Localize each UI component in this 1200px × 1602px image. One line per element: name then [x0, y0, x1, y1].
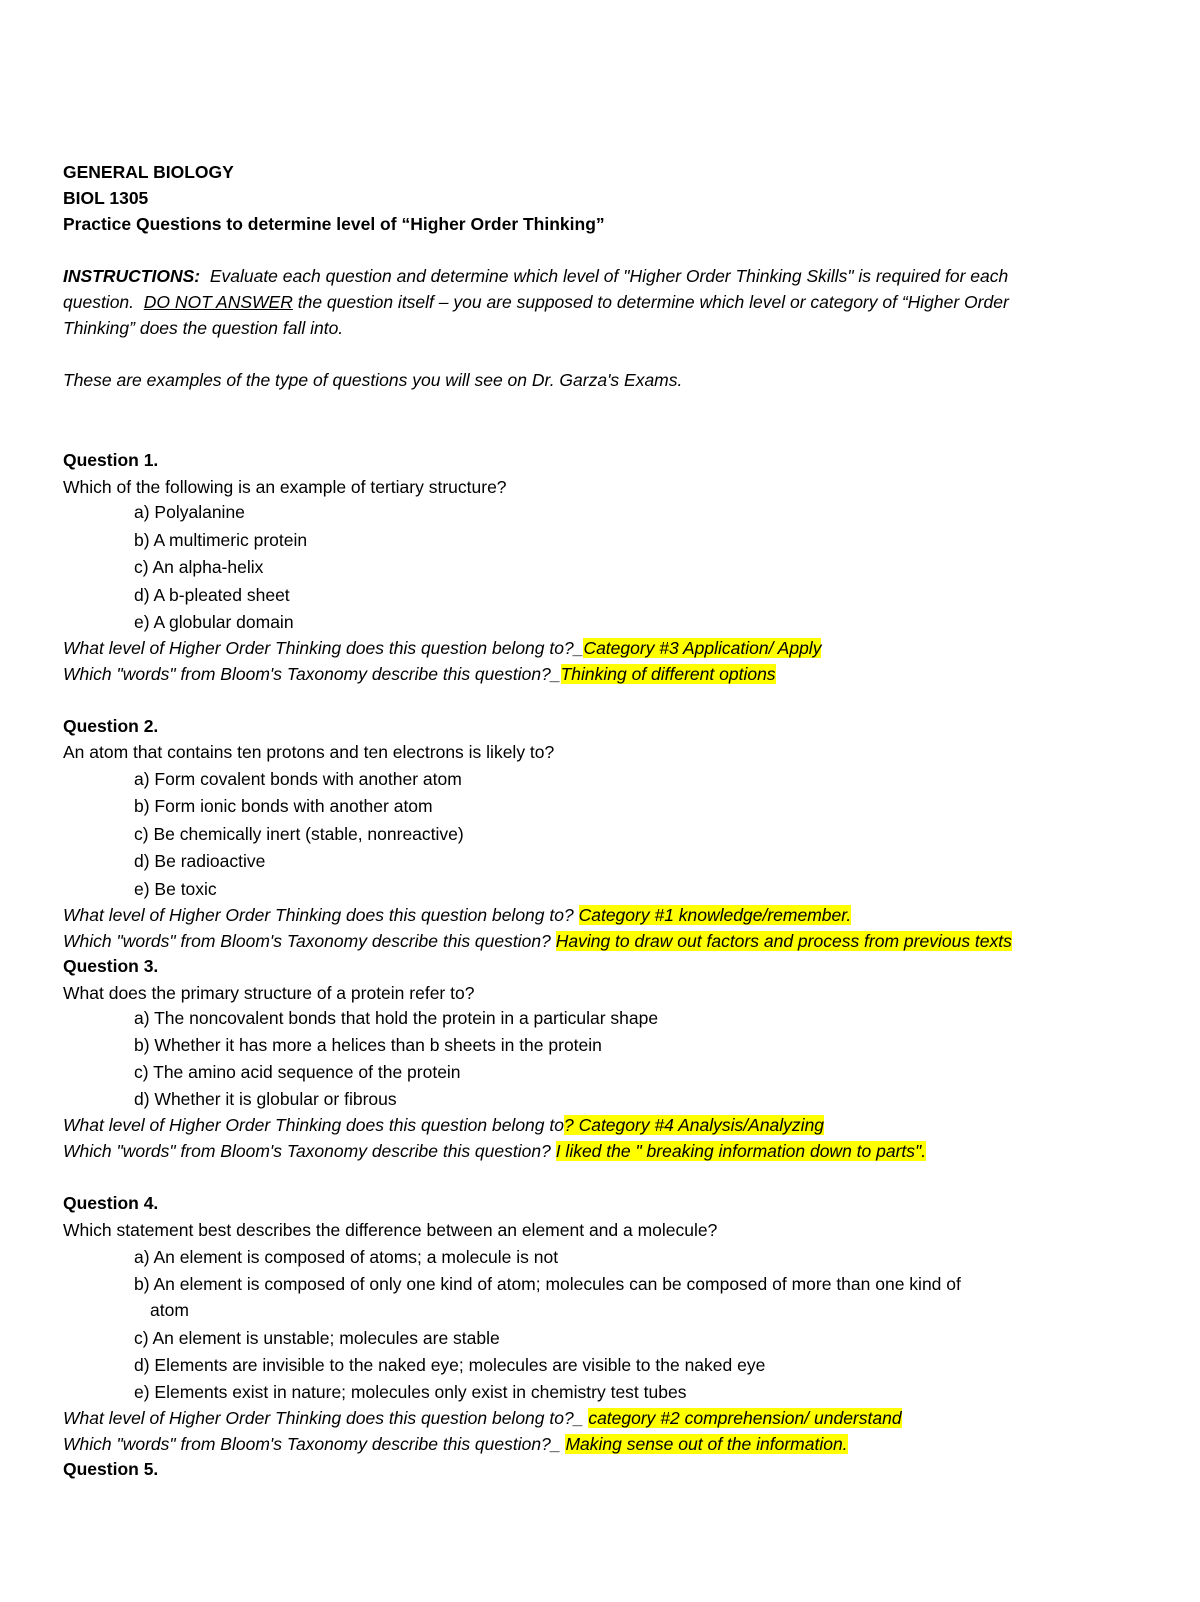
words-answer-highlight: Thinking of different options	[560, 664, 776, 684]
question-text: Which statement best describes the difference between an element and a molecule?	[63, 1220, 718, 1240]
words-answer-highlight: Having to draw out factors and process from previous texts	[555, 931, 1012, 951]
answer-option: e) Be toxic	[134, 879, 217, 899]
question-title: Question 4.	[63, 1193, 159, 1213]
words-line: Which "words" from Bloom's Taxonomy describe this question?_ Making sense out of the information.	[63, 1434, 848, 1454]
question-title: Question 1.	[63, 450, 159, 470]
answer-option: a) An element is composed of atoms; a molecule is not	[134, 1247, 559, 1267]
level-line: What level of Higher Order Thinking does this question belong to?_ category #2 comprehension/ understand	[63, 1408, 902, 1428]
answer-option: b) Form ionic bonds with another atom	[134, 796, 433, 816]
level-answer-highlight: category #2 comprehension/ understand	[588, 1408, 902, 1428]
answer-option: b) An element is composed of only one kind of atom; molecules can be composed of more than one kind of	[134, 1274, 961, 1294]
course-title: GENERAL BIOLOGY	[63, 162, 234, 182]
answer-option: d) Whether it is globular or fibrous	[134, 1089, 397, 1109]
answer-option: b) A multimeric protein	[134, 530, 308, 550]
words-answer-highlight: Making sense out of the information.	[565, 1434, 848, 1454]
words-answer-highlight: I liked the " breaking information down to parts".	[555, 1141, 927, 1161]
level-answer-highlight: Category #1 knowledge/remember.	[578, 905, 852, 925]
question-text: An atom that contains ten protons and ten electrons is likely to?	[63, 742, 555, 762]
answer-option: c) An alpha-helix	[134, 557, 264, 577]
do-not-answer-emphasis: DO NOT ANSWER	[143, 292, 293, 312]
instructions-line-3: Thinking” does the question fall into.	[63, 318, 344, 338]
question-text: Which of the following is an example of tertiary structure?	[63, 477, 507, 497]
answer-option: e) A globular domain	[134, 612, 294, 632]
exam-note: These are examples of the type of questions you will see on Dr. Garza's Exams.	[63, 370, 683, 390]
instructions-label: INSTRUCTIONS:	[63, 266, 201, 286]
answer-option: c) Be chemically inert (stable, nonreactive)	[134, 824, 464, 844]
answer-option: a) Form covalent bonds with another atom	[134, 769, 462, 789]
answer-option: a) Polyalanine	[134, 502, 245, 522]
words-line: Which "words" from Bloom's Taxonomy describe this question? Having to draw out factors and process from previous texts	[63, 931, 1012, 951]
question-text: What does the primary structure of a protein refer to?	[63, 983, 475, 1003]
answer-option: d) Elements are invisible to the naked eye; molecules are visible to the naked eye	[134, 1355, 766, 1375]
course-code: BIOL 1305	[63, 188, 149, 208]
answer-option: d) A b-pleated sheet	[134, 585, 290, 605]
level-line: What level of Higher Order Thinking does this question belong to? Category #1 knowledge/remember.	[63, 905, 852, 925]
document-title: Practice Questions to determine level of “Higher Order Thinking”	[63, 214, 605, 234]
level-line: What level of Higher Order Thinking does this question belong to?_Category #3 Application/ Apply	[63, 638, 822, 658]
answer-option: e) Elements exist in nature; molecules only exist in chemistry test tubes	[134, 1382, 687, 1402]
answer-option: c) The amino acid sequence of the protein	[134, 1062, 461, 1082]
answer-option: b) Whether it has more a helices than b sheets in the protein	[134, 1035, 602, 1055]
words-line: Which "words" from Bloom's Taxonomy describe this question?_Thinking of different options	[63, 664, 776, 684]
instructions-line-2: question. DO NOT ANSWER the question itself – you are supposed to determine which level or category of “Higher Order	[63, 292, 1009, 312]
question-title: Question 3.	[63, 956, 159, 976]
question-title: Question 5.	[63, 1459, 159, 1479]
answer-option: c) An element is unstable; molecules are stable	[134, 1328, 500, 1348]
question-title: Question 2.	[63, 716, 159, 736]
instructions-line-1: INSTRUCTIONS: Evaluate each question and determine which level of "Higher Order Thinking Skills" is required for each	[63, 266, 1009, 286]
level-answer-highlight: ? Category #4 Analysis/Analyzing	[563, 1115, 825, 1135]
level-line: What level of Higher Order Thinking does this question belong to? Category #4 Analysis/Analyzing	[63, 1115, 825, 1135]
answer-option-continuation: atom	[150, 1300, 189, 1320]
words-line: Which "words" from Bloom's Taxonomy describe this question? I liked the " breaking information down to parts".	[63, 1141, 927, 1161]
answer-option: a) The noncovalent bonds that hold the protein in a particular shape	[134, 1008, 659, 1028]
answer-option: d) Be radioactive	[134, 851, 266, 871]
level-answer-highlight: Category #3 Application/ Apply	[583, 638, 822, 658]
